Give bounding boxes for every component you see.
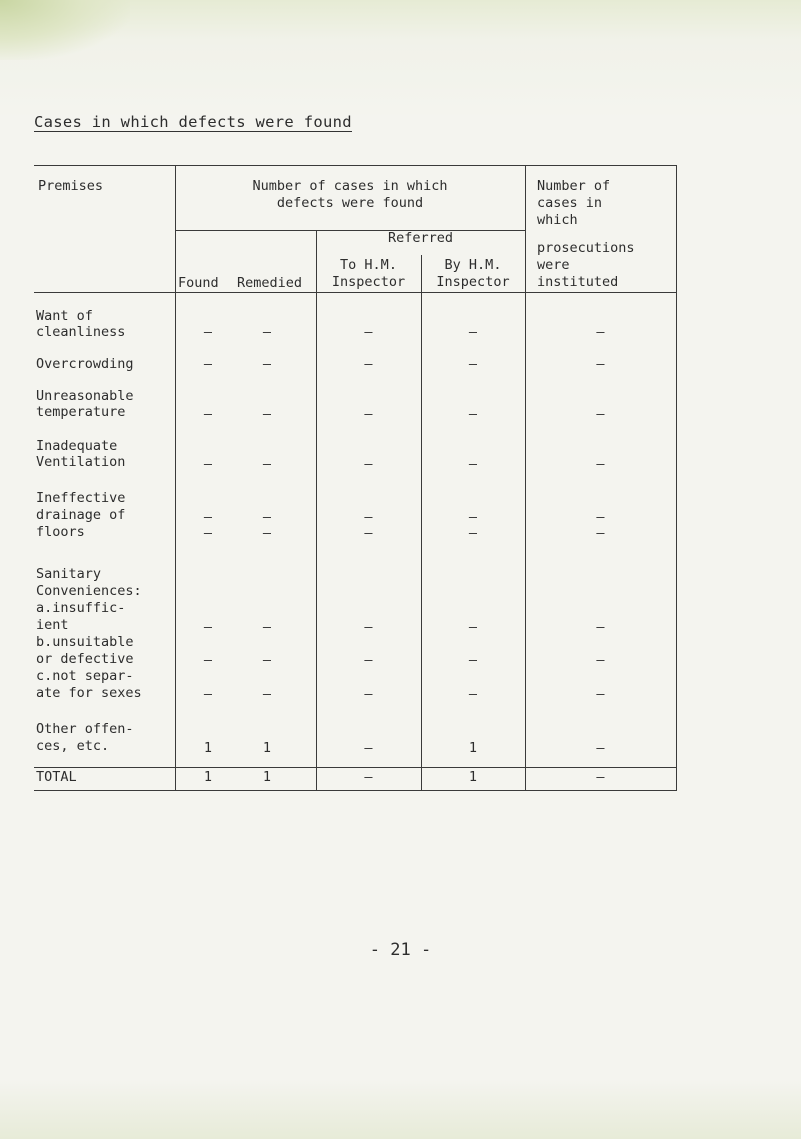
premises-column-rule [175,165,176,790]
row-label: temperature [36,404,126,420]
row-label: floors [36,524,85,540]
to-hm-cell: – [364,356,373,372]
row-label: drainage of [36,507,126,523]
prosecutions-cell: – [596,740,605,756]
by-hm-cell: – [468,652,478,668]
by-hm-cell: – [468,356,478,372]
row-label: Ineffective [36,490,126,506]
found-cell: – [203,324,213,340]
prosecutions-cell: – [596,356,605,372]
row-label: c.not separ- [36,668,134,684]
found-cell: – [203,619,213,635]
remedied-cell: – [262,324,272,340]
total-by-hm: 1 [468,769,478,785]
header-by-hm-line1: By H.M. [444,257,502,273]
prosecutions-cell: – [596,509,605,525]
header-to-hm-line1: To H.M. [340,257,397,273]
remedied-cell: 1 [262,740,272,756]
found-cell: – [203,525,213,541]
row-label: Sanitary [36,566,102,582]
header-prosecutions-line4: prosecutions [537,240,635,256]
by-hm-cell: – [468,456,478,472]
by-hm-cell: – [468,406,478,422]
to-hm-cell: – [364,619,373,635]
by-hm-cell: – [468,686,478,702]
by-hm-cell: 1 [468,740,478,756]
prosecutions-cell: – [596,324,605,340]
remedied-cell: – [262,406,272,422]
by-hm-cell: – [468,324,478,340]
header-by-hm-line2: Inspector [436,274,510,290]
prosecutions-cell: – [596,619,605,635]
row-label: Want of [36,308,93,324]
prosecutions-cell: – [596,456,605,472]
found-cell: – [203,509,213,525]
remedied-cell: – [262,652,272,668]
header-prosecutions-line5: were [537,257,570,273]
prosecutions-cell: – [596,406,605,422]
remedied-cell: – [262,686,272,702]
total-label: TOTAL [36,769,77,785]
total-prosecutions: – [596,769,605,785]
to-hm-cell: – [364,652,373,668]
to-hm-cell: – [364,509,373,525]
header-premises: Premises [38,178,104,194]
row-label: Conveniences: [36,583,142,599]
header-prosecutions-line2: cases in [537,195,603,211]
row-label: ate for sexes [36,685,142,701]
header-to-hm-line2: Inspector [331,274,406,290]
remedied-cell: – [262,525,272,541]
row-label: Other offen- [36,721,134,737]
header-prosecutions-line3: which [537,212,578,228]
total-top-rule [34,767,677,768]
remedied-cell: – [262,509,272,525]
table-bottom-rule [34,790,677,791]
header-number-defects-line2: defects were found [276,195,424,211]
total-remedied: 1 [262,769,272,785]
to-hm-cell: – [364,525,373,541]
row-label: b.unsuitable [36,634,134,650]
to-hm-cell: – [364,406,373,422]
page-title: Cases in which defects were found [34,113,352,131]
header-prosecutions-line6: instituted [537,274,619,290]
header-referred: Referred [387,230,454,246]
to-hm-cell: – [364,324,373,340]
total-to-hm: – [364,769,373,785]
table-right-rule [676,165,677,790]
remedied-cell: – [262,356,272,372]
header-found: Found [178,275,219,291]
row-label: Overcrowding [36,356,134,372]
table-top-rule [34,165,677,166]
to-hm-cell: – [364,740,373,756]
row-label: ces, etc. [36,738,110,754]
header-bottom-rule [34,292,677,293]
by-hm-cell: – [468,525,478,541]
page-stain [0,0,130,60]
total-found: 1 [203,769,213,785]
found-cell: – [203,356,213,372]
page-number: - 21 - [369,940,432,960]
found-cell: 1 [203,740,213,756]
found-cell: – [203,406,213,422]
to-hm-cell: – [364,686,373,702]
by-hm-cell: – [468,509,478,525]
row-label: Inadequate [36,438,118,454]
found-cell: – [203,686,213,702]
found-cell: – [203,456,213,472]
to-hm-cell: – [364,456,373,472]
prosecutions-cell: – [596,652,605,668]
prosecutions-cell: – [596,686,605,702]
remedied-cell: – [262,456,272,472]
remedied-cell: – [262,619,272,635]
row-label: a.insuffic- [36,600,126,616]
header-number-defects-line1: Number of cases in which [252,178,448,194]
row-label: or defective [36,651,134,667]
found-cell: – [203,652,213,668]
row-label: Ventilation [36,454,126,470]
row-label: cleanliness [36,324,126,340]
row-label: ient [36,617,69,633]
header-prosecutions-line1: Number of [537,178,611,194]
header-remedied: Remedied [237,275,303,291]
row-label: Unreasonable [36,388,134,404]
prosecutions-cell: – [596,525,605,541]
by-hm-cell: – [468,619,478,635]
